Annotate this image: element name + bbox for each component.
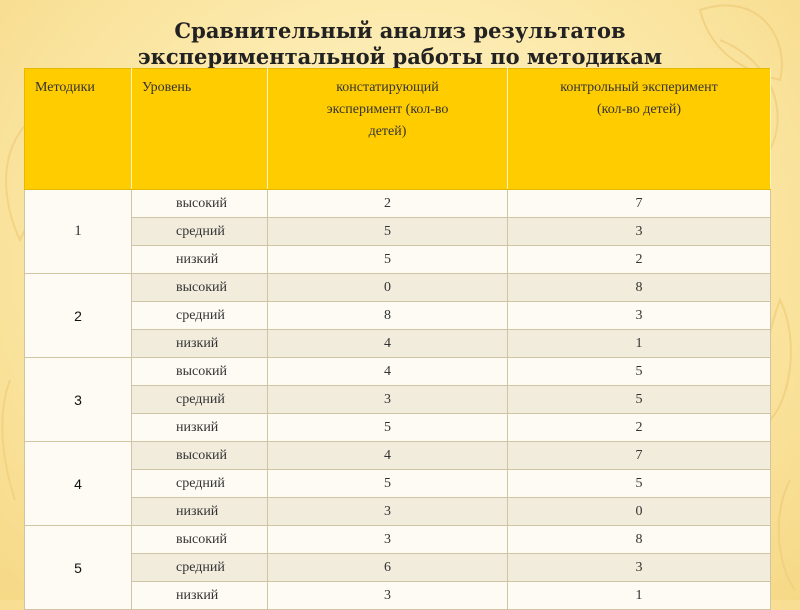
header-level: Уровень (132, 69, 268, 190)
level-cell: средний (132, 554, 268, 582)
control-value: 1 (508, 582, 771, 610)
method-number: 2 (25, 274, 132, 358)
table-row (25, 526, 771, 554)
table-row (25, 274, 771, 302)
title-line-2: экспериментальной работы по методикам (137, 44, 663, 69)
level-cell: средний (132, 470, 268, 498)
stating-value: 2 (268, 190, 508, 218)
table-row (25, 442, 771, 470)
table-row (25, 302, 771, 330)
table-row (25, 386, 771, 414)
control-value: 5 (508, 386, 771, 414)
table-row (25, 470, 771, 498)
stating-value: 8 (268, 302, 508, 330)
control-value: 5 (508, 358, 771, 386)
table-row (25, 190, 771, 218)
level-cell: низкий (132, 246, 268, 274)
stating-value: 3 (268, 386, 508, 414)
stating-value: 3 (268, 498, 508, 526)
stating-value: 0 (268, 274, 508, 302)
header-methods: Методики (25, 69, 132, 190)
stating-value: 6 (268, 554, 508, 582)
level-cell: средний (132, 386, 268, 414)
level-cell: низкий (132, 330, 268, 358)
control-value: 3 (508, 302, 771, 330)
stating-value: 3 (268, 526, 508, 554)
level-cell: низкий (132, 414, 268, 442)
stating-value: 4 (268, 358, 508, 386)
table-row (25, 582, 771, 610)
control-value: 3 (508, 218, 771, 246)
stating-value: 4 (268, 330, 508, 358)
stating-value: 5 (268, 414, 508, 442)
level-cell: высокий (132, 526, 268, 554)
header-stating-experiment: констатирующий эксперимент (кол-во детей) (268, 69, 508, 190)
level-cell: низкий (132, 498, 268, 526)
level-cell: высокий (132, 274, 268, 302)
table-row (25, 358, 771, 386)
control-value: 2 (508, 414, 771, 442)
stating-value: 3 (268, 582, 508, 610)
control-value: 5 (508, 470, 771, 498)
stating-value: 5 (268, 246, 508, 274)
control-value: 8 (508, 526, 771, 554)
control-value: 3 (508, 554, 771, 582)
level-cell: высокий (132, 442, 268, 470)
results-table (24, 68, 771, 610)
table-row (25, 498, 771, 526)
level-cell: высокий (132, 190, 268, 218)
control-value: 2 (508, 246, 771, 274)
title-line-1: Сравнительный анализ результатов (174, 18, 626, 43)
level-cell: средний (132, 302, 268, 330)
page-title (0, 18, 800, 70)
method-number: 3 (25, 358, 132, 442)
stating-value: 4 (268, 442, 508, 470)
method-number: 5 (25, 526, 132, 610)
control-value: 0 (508, 498, 771, 526)
table-row (25, 218, 771, 246)
method-number: 4 (25, 442, 132, 526)
table-row (25, 414, 771, 442)
table-row (25, 554, 771, 582)
header-control-experiment: контрольный эксперимент (кол-во детей) (508, 69, 771, 190)
table-body (25, 190, 771, 610)
table-row (25, 330, 771, 358)
control-value: 8 (508, 274, 771, 302)
table-row (25, 246, 771, 274)
control-value: 7 (508, 442, 771, 470)
control-value: 1 (508, 330, 771, 358)
table-header-row (25, 69, 771, 190)
control-value: 7 (508, 190, 771, 218)
method-number: 1 (25, 190, 132, 274)
stating-value: 5 (268, 218, 508, 246)
stating-value: 5 (268, 470, 508, 498)
level-cell: средний (132, 218, 268, 246)
level-cell: высокий (132, 358, 268, 386)
level-cell: низкий (132, 582, 268, 610)
